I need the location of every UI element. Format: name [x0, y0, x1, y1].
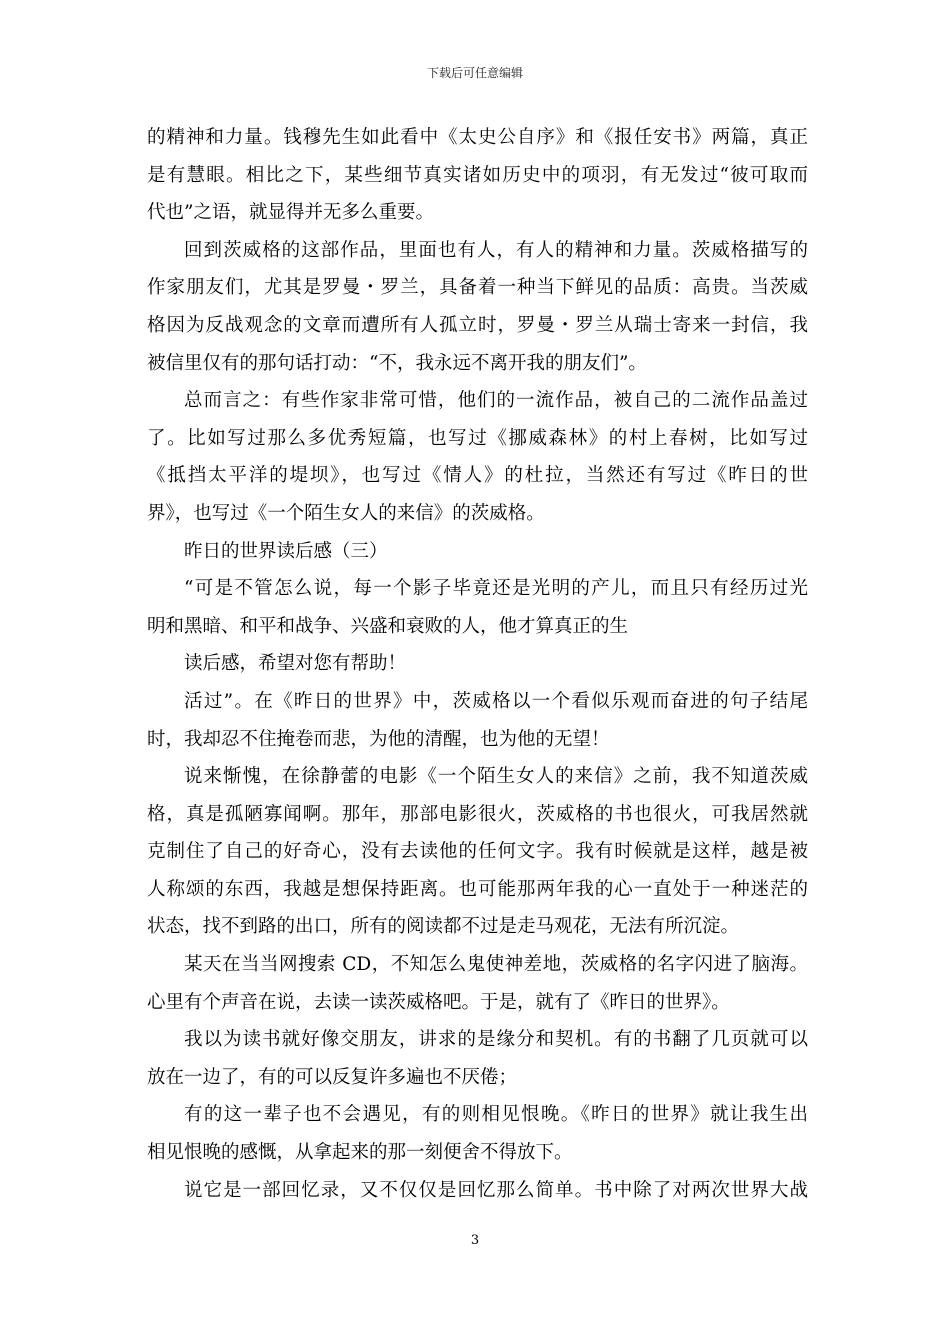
text-line: 某天在当当网搜索 CD，不知怎么鬼使神差地，茨威格的名字闪进了脑海。 [184, 954, 808, 976]
text-line: 格因为反战观念的文章而遭所有人孤立时，罗曼・罗兰从瑞士寄来一封信，我 [147, 314, 808, 336]
text-line: 总而言之：有些作家非常可惜，他们的一流作品，被自己的二流作品盖过 [184, 390, 808, 412]
text-line: 了。比如写过那么多优秀短篇，也写过《挪威森林》的村上春树，比如写过 [147, 427, 808, 449]
text-line: 是有慧眼。相比之下，某些细节真实诸如历史中的项羽，有无发过“彼可取而 [147, 164, 808, 186]
body-text [147, 119, 808, 1209]
text-line: 格，真是孤陋寡闻啊。那年，那部电影很火，茨威格的书也很火，可我居然就 [147, 803, 808, 825]
text-line: 被信里仅有的那句话打动：“不，我永远不离开我的朋友们”。 [147, 352, 647, 374]
text-line: 作家朋友们，尤其是罗曼・罗兰，具备着一种当下鲜见的品质：高贵。当茨威 [147, 277, 808, 299]
text-line: 心里有个声音在说，去读一读茨威格吧。于是，就有了《昨日的世界》。 [147, 991, 730, 1013]
text-line: 说它是一部回忆录，又不仅仅是回忆那么简单。书中除了对两次世界大战 [184, 1179, 808, 1201]
text-line: 相见恨晚的感慨，从拿起来的那一刻便舍不得放下。 [147, 1142, 573, 1164]
text-line: 时，我却忍不住掩卷而悲，为他的清醒，也为他的无望！ [147, 728, 610, 750]
page-number: 3 [470, 1233, 480, 1248]
text-line: 的精神和力量。钱穆先生如此看中《太史公自序》和《报任安书》两篇，真正 [147, 127, 808, 148]
text-line: 说来惭愧，在徐静蕾的电影《一个陌生女人的来信》之前，我不知道茨威 [184, 766, 808, 788]
text-line: 回到茨威格的这部作品，里面也有人，有人的精神和力量。茨威格描写的 [184, 239, 808, 261]
text-line: 克制住了自己的好奇心，没有去读他的任何文字。我有时候就是这样，越是被 [147, 841, 808, 863]
text-line: 界》，也写过《一个陌生女人的来信》的茨威格。 [147, 502, 545, 524]
text-line: 有的这一辈子也不会遇见，有的则相见恨晚。《昨日的世界》就让我生出 [184, 1104, 808, 1126]
text-line: 人称颂的东西，我越是想保持距离。也可能那两年我的心一直处于一种迷茫的 [147, 878, 808, 900]
section-heading: 昨日的世界读后感（三） [184, 540, 388, 562]
text-line: 放在一边了，有的可以反复许多遍也不厌倦； [147, 1066, 518, 1088]
text-line: 状态，找不到路的出口，所有的阅读都不过是走马观花，无法有所沉淀。 [147, 916, 740, 938]
text-line: 我以为读书就好像交朋友，讲求的是缘分和契机。有的书翻了几页就可以 [184, 1029, 808, 1051]
text-line: 明和黑暗、和平和战争、兴盛和衰败的人，他才算真正的生 [147, 615, 629, 637]
text-line: “可是不管怎么说，每一个影子毕竟还是光明的产儿，而且只有经历过光 [184, 578, 808, 600]
text-line: 读后感，希望对您有帮助！ [184, 653, 407, 675]
text-line: 代也”之语，就显得并无多么重要。 [147, 202, 434, 224]
text-line: 《抵挡太平洋的堤坝》，也写过《情人》的杜拉，当然还有写过《昨日的世 [147, 465, 808, 487]
text-line: 活过”。在《昨日的世界》中，茨威格以一个看似乐观而奋进的句子结尾 [184, 690, 808, 712]
page-header: 下载后可任意编辑 [426, 66, 523, 80]
